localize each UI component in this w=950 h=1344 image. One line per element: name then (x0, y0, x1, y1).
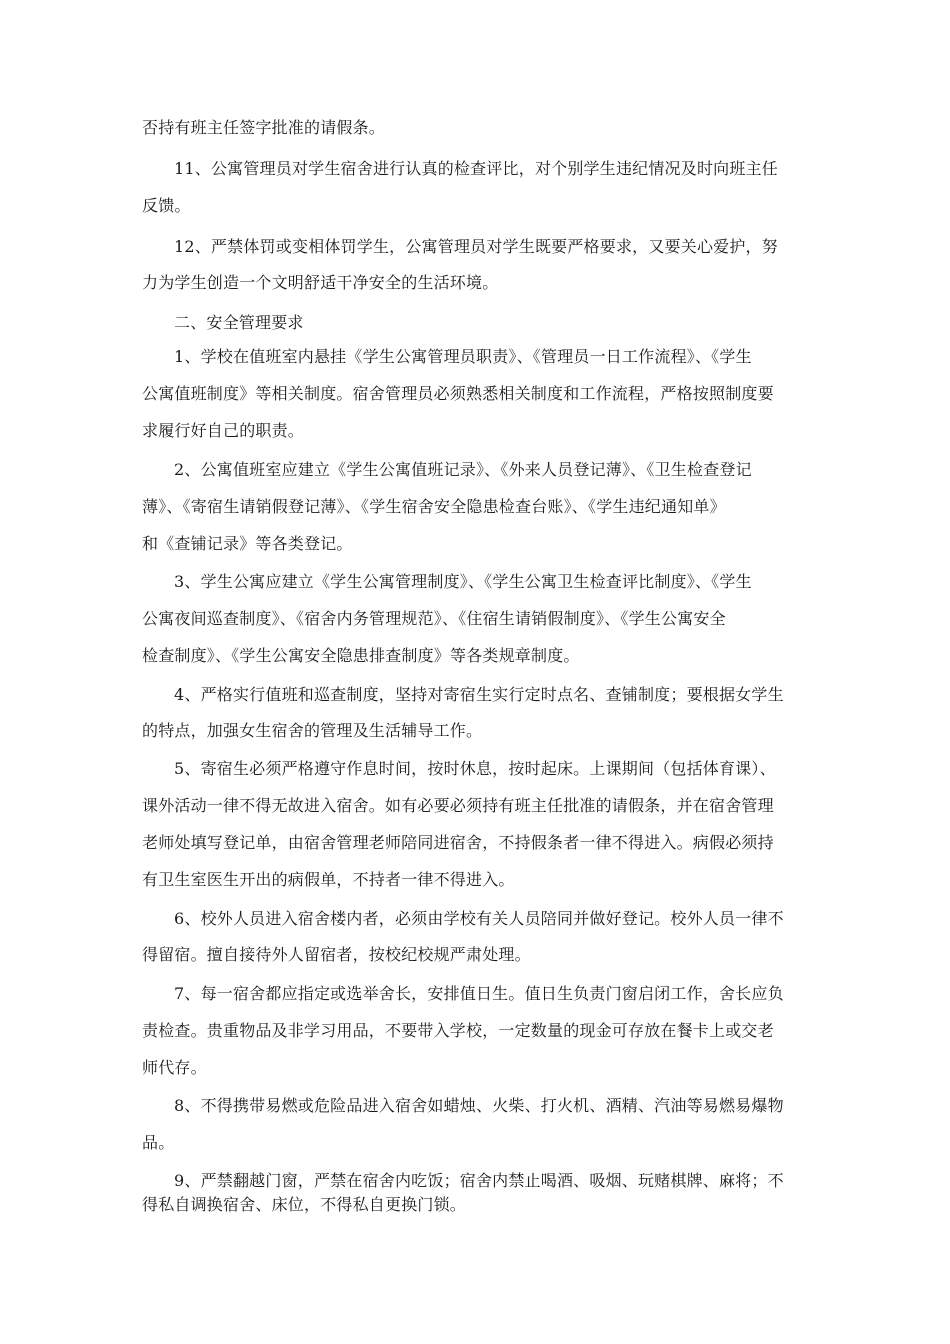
item-7-line-1: 7、每一宿舍都应指定或选举舍长，安排值日生。值日生负责门窗启闭工作，舍长应负 (174, 984, 784, 1003)
item-6-line-1: 6、校外人员进入宿舍楼内者，必须由学校有关人员陪同并做好登记。校外人员一律不 (174, 909, 784, 928)
item-2-line-3: 和《查铺记录》等各类登记。 (142, 534, 353, 553)
item-5-line-4: 有卫生室医生开出的病假单，不持者一律不得进入。 (142, 870, 515, 889)
item-6-line-2: 得留宿。擅自接待外人留宿者，按校纪校规严肃处理。 (142, 945, 531, 964)
item-5-line-1: 5、寄宿生必须严格遵守作息时间，按时休息，按时起床。上课期间（包括体育课）、 (174, 759, 776, 778)
paragraph-11-line-2: 反馈。 (142, 196, 191, 215)
item-7-line-3: 师代存。 (142, 1058, 207, 1077)
item-2-line-2: 薄》、《寄宿生请销假登记薄》、《学生宿舍安全隐患检查台账》、《学生违纪通知单》 (142, 497, 726, 516)
item-3-line-1: 3、学生公寓应建立《学生公寓管理制度》、《学生公寓卫生检查评比制度》、《学生 (174, 572, 752, 591)
paragraph-12-line-2: 力为学生创造一个文明舒适干净安全的生活环境。 (142, 273, 499, 292)
item-4-line-1: 4、严格实行值班和巡查制度，坚持对寄宿生实行定时点名、查铺制度；要根据女学生 (174, 685, 784, 704)
item-1-line-1: 1、学校在值班室内悬挂《学生公寓管理员职责》、《管理员一日工作流程》、《学生 (174, 347, 752, 366)
item-7-line-2: 责检查。贵重物品及非学习用品，不要带入学校，一定数量的现金可存放在餐卡上或交老 (142, 1021, 774, 1040)
item-8-line-2: 品。 (142, 1133, 175, 1152)
item-1-line-2: 公寓值班制度》等相关制度。宿舍管理员必须熟悉相关制度和工作流程，严格按照制度要 (142, 384, 774, 403)
item-9-line-2: 得私自调换宿舍、床位，不得私自更换门锁。 (142, 1195, 467, 1214)
item-3-line-3: 检查制度》、《学生公寓安全隐患排查制度》等各类规章制度。 (142, 646, 580, 665)
paragraph-12-line-1: 12、严禁体罚或变相体罚学生，公寓管理员对学生既要严格要求，又要关心爱护，努 (174, 237, 778, 256)
item-3-line-2: 公寓夜间巡查制度》、《宿舍内务管理规范》、《住宿生请销假制度》、《学生公寓安全 (142, 609, 726, 628)
section-heading: 二、安全管理要求 (174, 313, 304, 332)
item-2-line-1: 2、公寓值班室应建立《学生公寓值班记录》、《外来人员登记薄》、《卫生检查登记 (174, 460, 752, 479)
item-9-line-1: 9、严禁翻越门窗，严禁在宿舍内吃饭；宿舍内禁止喝酒、吸烟、玩赌棋牌、麻将；不 (174, 1171, 784, 1190)
item-5-line-3: 老师处填写登记单，由宿舍管理老师陪同进宿舍，不持假条者一律不得进入。病假必须持 (142, 833, 774, 852)
item-5-line-2: 课外活动一律不得无故进入宿舍。如有必要必须持有班主任批准的请假条，并在宿舍管理 (142, 796, 774, 815)
text-line: 否持有班主任签字批准的请假条。 (142, 118, 386, 137)
item-8-line-1: 8、不得携带易燃或危险品进入宿舍如蜡烛、火柴、打火机、酒精、汽油等易燃易爆物 (174, 1096, 784, 1115)
paragraph-11-line-1: 11、公寓管理员对学生宿舍进行认真的检查评比，对个别学生违纪情况及时向班主任 (174, 159, 778, 178)
item-1-line-3: 求履行好自己的职责。 (142, 421, 305, 440)
item-4-line-2: 的特点，加强女生宿舍的管理及生活辅导工作。 (142, 721, 483, 740)
